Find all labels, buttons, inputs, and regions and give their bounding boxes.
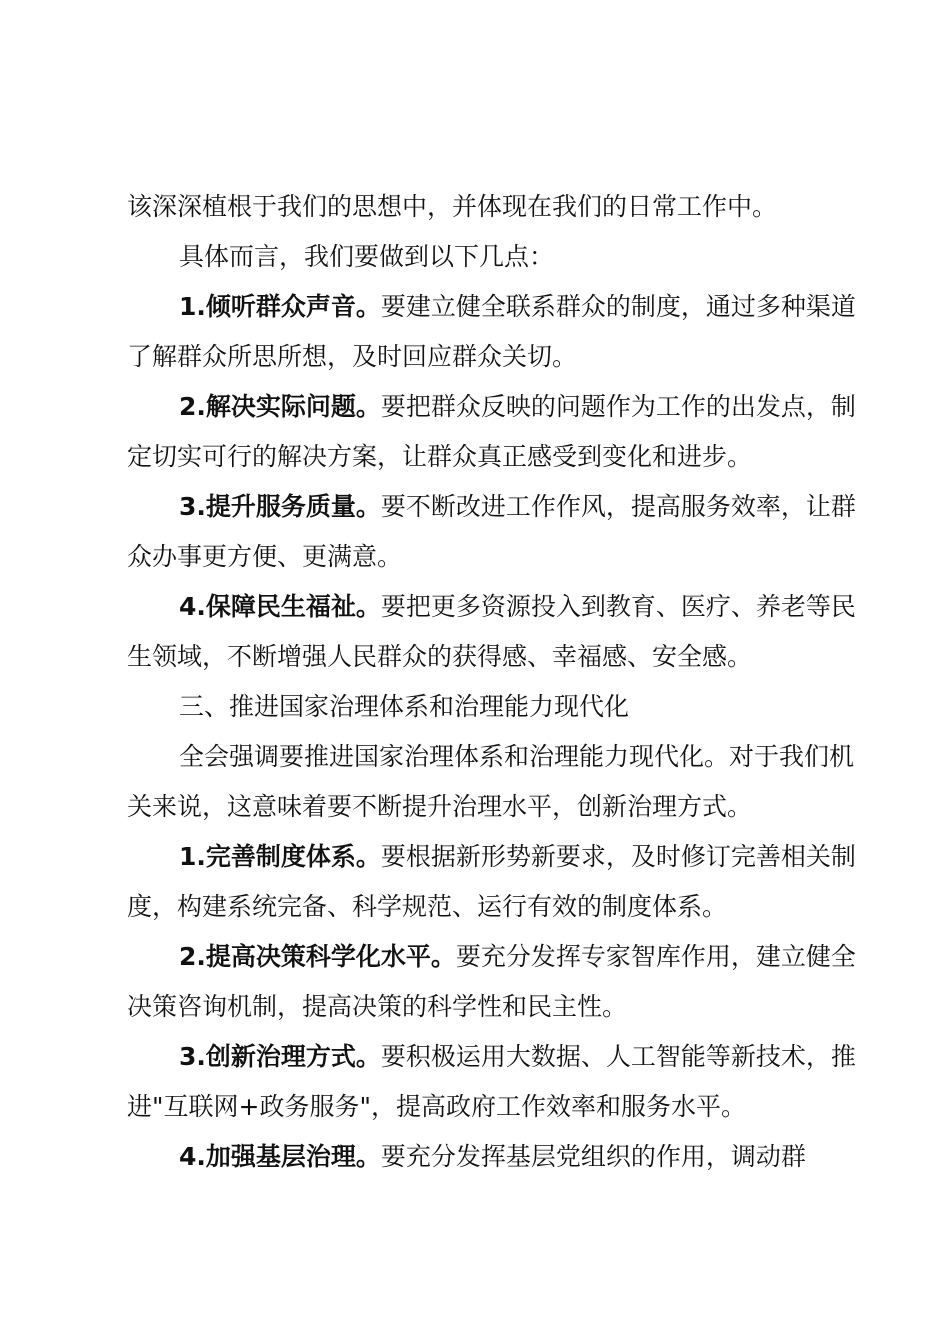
item-heading: 4.保障民生福祉。	[179, 592, 381, 621]
paragraph-item	[127, 1032, 857, 1132]
item-heading: 3.创新治理方式。	[179, 1042, 381, 1071]
paragraph-item	[127, 482, 857, 582]
section-heading	[127, 682, 857, 732]
paragraph-item	[127, 832, 857, 932]
item-heading: 2.提高决策科学化水平。	[179, 942, 456, 971]
paragraph-text: 全会强调要推进国家治理体系和治理能力现代化。对于我们机关来说，这意味着要不断提升治理水平，创新治理方式。	[127, 742, 855, 821]
item-heading: 1.倾听群众声音。	[179, 292, 381, 321]
paragraph-text: 该深深植根于我们的思想中，并体现在我们的日常工作中。	[127, 192, 778, 221]
paragraph-text: 要充分发挥基层党组织的作用，调动群	[380, 1142, 806, 1171]
paragraph-text: 要不断改进工作作风，提高服务效率，让群众办事更方便、更满意。	[127, 492, 856, 571]
paragraph-text: 要建立健全联系群众的制度，通过多种渠道了解群众所思所想，及时回应群众关切。	[127, 292, 856, 371]
paragraph-intro	[127, 232, 857, 282]
paragraph-text: 要把更多资源投入到教育、医疗、养老等民生领域，不断增强人民群众的获得感、幸福感、安全感。	[127, 592, 856, 671]
paragraph-text: 要积极运用大数据、人工智能等新技术，推进"互联网+政务服务"，提高政府工作效率和服务水平。	[127, 1042, 856, 1121]
paragraph-item	[127, 382, 857, 482]
document-body	[127, 182, 857, 1182]
paragraph-text: 要充分发挥专家智库作用，建立健全决策咨询机制，提高决策的科学性和民主性。	[127, 942, 856, 1021]
paragraph-intro	[127, 732, 857, 832]
item-heading: 3.提升服务质量。	[179, 492, 381, 521]
paragraph-item	[127, 282, 857, 382]
paragraph-text: 要把群众反映的问题作为工作的出发点，制定切实可行的解决方案，让群众真正感受到变化和进步。	[127, 392, 856, 471]
paragraph-item	[127, 932, 857, 1032]
paragraph-item	[127, 1132, 857, 1182]
paragraph-item	[127, 582, 857, 682]
item-heading: 2.解决实际问题。	[179, 392, 381, 421]
paragraph-continuation	[127, 182, 857, 232]
paragraph-text: 要根据新形势新要求，及时修订完善相关制度，构建系统完备、科学规范、运行有效的制度体系。	[127, 842, 856, 921]
paragraph-text: 具体而言，我们要做到以下几点：	[179, 242, 555, 271]
item-heading: 1.完善制度体系。	[179, 842, 381, 871]
section-title: 三、推进国家治理体系和治理能力现代化	[179, 692, 630, 721]
item-heading: 4.加强基层治理。	[179, 1142, 381, 1171]
